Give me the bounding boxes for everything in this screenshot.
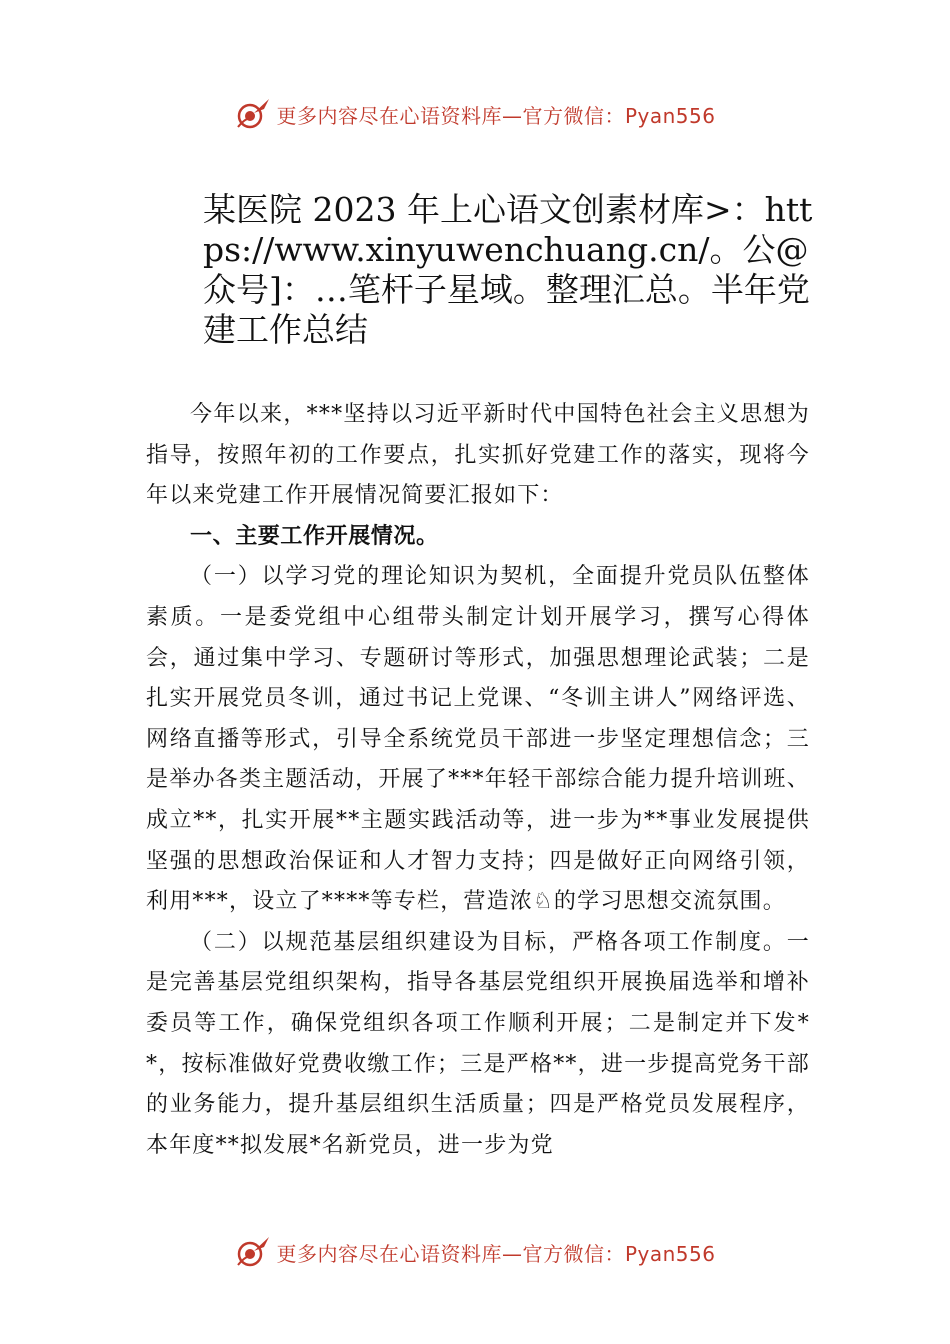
header-banner-text: 更多内容尽在心语资料库—官方微信：Pyan556 bbox=[276, 103, 716, 128]
footer-banner-text: 更多内容尽在心语资料库—官方微信：Pyan556 bbox=[276, 1241, 716, 1266]
document-title: 某医院 2023 年上心语文创素材库>：https://www.xinyuwenchuang.cn/。公@众号]：…笔杆子星域。整理汇总。半年党建工作总结 bbox=[203, 190, 813, 349]
section-heading: 一、主要工作开展情况。 bbox=[190, 523, 439, 549]
header-banner bbox=[0, 94, 950, 134]
intro-paragraph: 今年以来，***坚持以习近平新时代中国特色社会主义思想为指导，按照年初的工作要点，扎实抓好党建工作的落实，现将今年以来党建工作开展情况简要汇报如下： bbox=[146, 402, 810, 509]
body-paragraph-2: （二）以规范基层组织建设为目标，严格各项工作制度。一是完善基层党组织架构，指导各基层党组织开展换届选举和增补委员等工作，确保党组织各项工作顺利开展；二是制定并下发**，按标准做好党费收缴工作；三是严格**，进一步提高党务干部的业务能力，提升基层组织生活质量；四是严格党员发展程序，本年度**拟发展*名新党员，进一步为党 bbox=[146, 929, 810, 1158]
document-body bbox=[146, 395, 810, 1166]
footer-banner bbox=[0, 1232, 950, 1272]
quill-seal-logo-icon bbox=[234, 1235, 272, 1269]
body-paragraph-1: （一）以学习党的理论知识为契机，全面提升党员队伍整体素质。一是委党组中心组带头制定计划开展学习，撰写心得体会，通过集中学习、专题研讨等形式，加强思想理论武装；二是扎实开展党员冬训，通过书记上党课、“冬训主讲人”网络评选、网络直播等形式，引导全系统党员干部进一步坚定理想信念；三是举办各类主题活动，开展了***年轻干部综合能力提升培训班、成立**，扎实开展**主题实践活动等，进一步为**事业发展提供坚强的思想政治保证和人才智力支持；四是做好正向网络引领，利用***，设立了****等专栏，营造浓♘的学习思想交流氛围。 bbox=[146, 564, 810, 915]
quill-seal-logo-icon bbox=[234, 97, 272, 131]
